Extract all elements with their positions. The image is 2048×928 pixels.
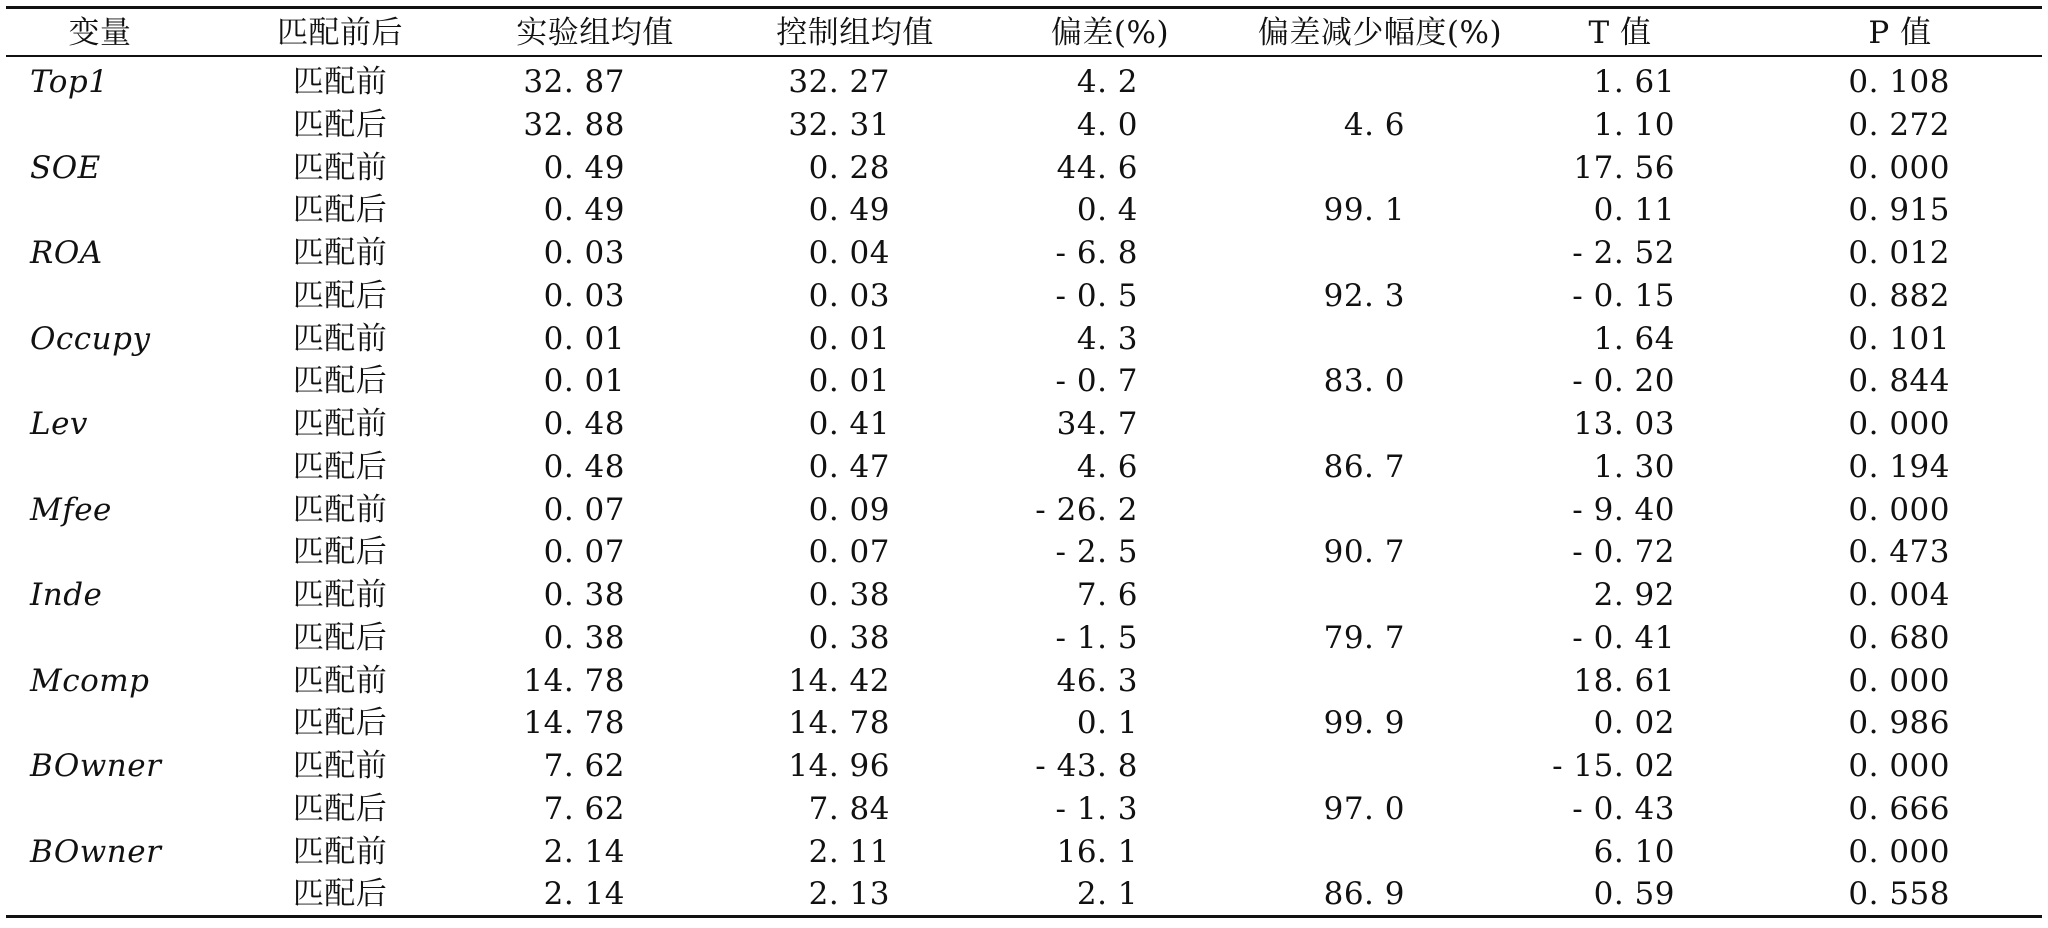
cell-matching: 匹配后	[292, 876, 388, 913]
header-matching: 匹配前后	[277, 15, 403, 51]
table-row	[0, 830, 2048, 874]
cell-bias-reduction: 99. 9	[1323, 705, 1405, 742]
cell-matching: 匹配后	[292, 277, 388, 314]
cell-bias: 0. 4	[1076, 192, 1138, 229]
table-bottom-rule	[6, 915, 2042, 918]
cell-p-value: 0. 000	[1848, 748, 1950, 784]
cell-p-value: 0. 882	[1848, 277, 1950, 314]
cell-treatment-mean: 0. 03	[543, 235, 625, 271]
cell-matching: 匹配前	[292, 748, 388, 784]
cell-treatment-mean: 0. 03	[543, 277, 625, 314]
cell-p-value: 0. 000	[1848, 833, 1950, 870]
cell-matching: 匹配后	[292, 619, 388, 656]
cell-t-value: - 0. 15	[1572, 277, 1675, 314]
cell-bias-reduction	[1180, 317, 1405, 361]
cell-variable: Lev	[30, 406, 88, 442]
cell-treatment-mean: 0. 01	[543, 363, 625, 400]
cell-matching: 匹配前	[292, 577, 388, 613]
cell-p-value: 0. 272	[1848, 106, 1950, 143]
cell-bias-reduction	[1180, 744, 1405, 788]
cell-t-value: 1. 61	[1593, 64, 1675, 100]
cell-bias: - 26. 2	[1035, 491, 1138, 528]
cell-control-mean: 0. 04	[808, 235, 890, 271]
cell-t-value: 0. 59	[1593, 876, 1675, 913]
cell-bias-reduction	[1180, 830, 1405, 874]
cell-matching: 匹配前	[292, 833, 388, 870]
cell-matching: 匹配前	[292, 64, 388, 100]
cell-matching: 匹配前	[292, 149, 388, 186]
cell-matching: 匹配后	[292, 448, 388, 485]
cell-treatment-mean: 7. 62	[543, 748, 625, 784]
cell-variable: Inde	[30, 577, 103, 613]
cell-t-value: - 9. 40	[1572, 491, 1675, 528]
header-variable: 变量	[68, 15, 132, 51]
cell-t-value: 1. 30	[1593, 448, 1675, 485]
cell-control-mean: 0. 07	[808, 534, 890, 571]
cell-variable: SOE	[30, 149, 101, 186]
table-row	[0, 787, 2048, 831]
cell-bias: 46. 3	[1056, 662, 1138, 699]
cell-treatment-mean: 0. 49	[543, 149, 625, 186]
header-control-mean: 控制组均值	[776, 15, 934, 51]
cell-p-value: 0. 108	[1848, 64, 1950, 100]
cell-bias-reduction	[1180, 659, 1405, 703]
header-p-value: P 值	[1868, 15, 1932, 51]
table-row	[0, 530, 2048, 574]
cell-bias: - 0. 7	[1055, 363, 1138, 400]
cell-control-mean: 0. 47	[808, 448, 890, 485]
table-row	[0, 188, 2048, 232]
cell-variable	[30, 701, 200, 745]
cell-variable: Top1	[30, 64, 109, 100]
cell-bias: 44. 6	[1056, 149, 1138, 186]
table-row	[0, 317, 2048, 361]
cell-p-value: 0. 915	[1848, 192, 1950, 229]
cell-treatment-mean: 0. 38	[543, 619, 625, 656]
table-row	[0, 359, 2048, 403]
cell-control-mean: 0. 01	[808, 320, 890, 357]
cell-bias-reduction: 86. 7	[1323, 448, 1405, 485]
cell-bias-reduction: 92. 3	[1323, 277, 1405, 314]
cell-treatment-mean: 14. 78	[523, 662, 625, 699]
table-row	[0, 146, 2048, 190]
cell-bias: - 1. 5	[1055, 619, 1138, 656]
cell-matching: 匹配前	[292, 235, 388, 271]
cell-treatment-mean: 0. 38	[543, 577, 625, 613]
cell-t-value: 1. 10	[1593, 106, 1675, 143]
cell-variable	[30, 274, 200, 318]
cell-bias: - 2. 5	[1055, 534, 1138, 571]
cell-treatment-mean: 7. 62	[543, 790, 625, 827]
cell-bias: 0. 1	[1076, 705, 1138, 742]
table-row	[0, 573, 2048, 617]
cell-bias: - 6. 8	[1055, 235, 1138, 271]
cell-bias-reduction	[1180, 402, 1405, 446]
cell-bias-reduction: 4. 6	[1343, 106, 1405, 143]
cell-bias: 4. 3	[1076, 320, 1138, 357]
cell-matching: 匹配前	[292, 320, 388, 357]
cell-p-value: 0. 012	[1848, 235, 1950, 271]
cell-t-value: - 0. 72	[1572, 534, 1675, 571]
cell-matching: 匹配后	[292, 106, 388, 143]
table-row	[0, 659, 2048, 703]
cell-treatment-mean: 0. 49	[543, 192, 625, 229]
cell-p-value: 0. 000	[1848, 662, 1950, 699]
table-header-row	[0, 11, 2048, 55]
cell-variable: Mcomp	[30, 662, 150, 699]
table-row	[0, 616, 2048, 660]
cell-p-value: 0. 844	[1848, 363, 1950, 400]
cell-variable	[30, 530, 200, 574]
header-treatment-mean: 实验组均值	[516, 15, 674, 51]
cell-control-mean: 0. 01	[808, 363, 890, 400]
cell-bias: 2. 1	[1076, 876, 1138, 913]
cell-p-value: 0. 004	[1848, 577, 1950, 613]
cell-t-value: 13. 03	[1573, 406, 1675, 442]
table-row	[0, 103, 2048, 147]
cell-bias: 4. 0	[1076, 106, 1138, 143]
cell-bias: 34. 7	[1056, 406, 1138, 442]
cell-treatment-mean: 0. 01	[543, 320, 625, 357]
cell-matching: 匹配后	[292, 363, 388, 400]
cell-t-value: - 0. 43	[1572, 790, 1675, 827]
cell-control-mean: 2. 13	[808, 876, 890, 913]
cell-control-mean: 14. 42	[788, 662, 890, 699]
cell-variable	[30, 616, 200, 660]
cell-p-value: 0. 000	[1848, 491, 1950, 528]
table-row	[0, 445, 2048, 489]
cell-variable	[30, 787, 200, 831]
cell-matching: 匹配后	[292, 705, 388, 742]
cell-matching: 匹配后	[292, 192, 388, 229]
cell-treatment-mean: 32. 88	[523, 106, 625, 143]
cell-treatment-mean: 2. 14	[543, 876, 625, 913]
cell-control-mean: 32. 27	[788, 64, 890, 100]
header-bias-reduction: 偏差减少幅度(%)	[1257, 15, 1503, 51]
table-row	[0, 60, 2048, 104]
cell-bias: 4. 2	[1076, 64, 1138, 100]
cell-variable: Occupy	[30, 320, 151, 357]
cell-t-value: 18. 61	[1573, 662, 1675, 699]
cell-p-value: 0. 680	[1848, 619, 1950, 656]
table-row	[0, 701, 2048, 745]
cell-control-mean: 0. 28	[808, 149, 890, 186]
cell-bias-reduction: 83. 0	[1323, 363, 1405, 400]
cell-variable	[30, 359, 200, 403]
cell-control-mean: 14. 96	[788, 748, 890, 784]
cell-control-mean: 2. 11	[808, 833, 890, 870]
cell-t-value: 6. 10	[1593, 833, 1675, 870]
cell-bias-reduction: 97. 0	[1323, 790, 1405, 827]
cell-variable: ROA	[30, 235, 103, 271]
table-row	[0, 872, 2048, 916]
cell-control-mean: 7. 84	[808, 790, 890, 827]
cell-p-value: 0. 473	[1848, 534, 1950, 571]
cell-control-mean: 0. 38	[808, 619, 890, 656]
cell-bias-reduction	[1180, 146, 1405, 190]
cell-variable: Mfee	[30, 491, 112, 528]
cell-p-value: 0. 000	[1848, 406, 1950, 442]
table-header-rule	[6, 55, 2042, 57]
cell-treatment-mean: 14. 78	[523, 705, 625, 742]
cell-p-value: 0. 000	[1848, 149, 1950, 186]
cell-control-mean: 14. 78	[788, 705, 890, 742]
header-bias: 偏差(%)	[1050, 15, 1170, 51]
cell-t-value: - 2. 52	[1572, 235, 1675, 271]
cell-t-value: - 0. 20	[1572, 363, 1675, 400]
cell-matching: 匹配前	[292, 406, 388, 442]
cell-variable	[30, 188, 200, 232]
cell-t-value: 17. 56	[1573, 149, 1675, 186]
cell-matching: 匹配后	[292, 534, 388, 571]
cell-treatment-mean: 2. 14	[543, 833, 625, 870]
header-t-value: T 值	[1588, 15, 1652, 51]
cell-variable	[30, 103, 200, 147]
cell-p-value: 0. 194	[1848, 448, 1950, 485]
cell-bias: 4. 6	[1076, 448, 1138, 485]
cell-variable: BOwner	[30, 833, 162, 870]
cell-variable	[30, 872, 200, 916]
cell-p-value: 0. 666	[1848, 790, 1950, 827]
cell-t-value: 1. 64	[1593, 320, 1675, 357]
cell-treatment-mean: 32. 87	[523, 64, 625, 100]
cell-bias-reduction	[1180, 60, 1405, 104]
cell-t-value: 2. 92	[1593, 577, 1675, 613]
cell-bias-reduction: 79. 7	[1323, 619, 1405, 656]
table-row	[0, 274, 2048, 318]
table-top-rule	[6, 6, 2042, 9]
cell-bias: - 0. 5	[1055, 277, 1138, 314]
cell-variable	[30, 445, 200, 489]
cell-t-value: 0. 02	[1593, 705, 1675, 742]
cell-variable: BOwner	[30, 748, 162, 784]
cell-t-value: 0. 11	[1593, 192, 1675, 229]
table-row	[0, 488, 2048, 532]
cell-control-mean: 0. 09	[808, 491, 890, 528]
cell-bias-reduction: 90. 7	[1323, 534, 1405, 571]
table-row	[0, 744, 2048, 788]
cell-p-value: 0. 558	[1848, 876, 1950, 913]
cell-treatment-mean: 0. 07	[543, 534, 625, 571]
cell-bias-reduction: 86. 9	[1323, 876, 1405, 913]
cell-bias-reduction: 99. 1	[1323, 192, 1405, 229]
cell-bias: 16. 1	[1056, 833, 1138, 870]
cell-bias-reduction	[1180, 573, 1405, 617]
cell-bias: - 1. 3	[1055, 790, 1138, 827]
cell-bias: 7. 6	[1076, 577, 1138, 613]
cell-control-mean: 0. 49	[808, 192, 890, 229]
cell-t-value: - 15. 02	[1552, 748, 1675, 784]
table-row	[0, 231, 2048, 275]
cell-treatment-mean: 0. 48	[543, 406, 625, 442]
cell-bias-reduction	[1180, 488, 1405, 532]
cell-treatment-mean: 0. 48	[543, 448, 625, 485]
cell-matching: 匹配前	[292, 662, 388, 699]
table-row	[0, 402, 2048, 446]
cell-p-value: 0. 101	[1848, 320, 1950, 357]
cell-bias-reduction	[1180, 231, 1405, 275]
cell-control-mean: 0. 38	[808, 577, 890, 613]
cell-control-mean: 32. 31	[788, 106, 890, 143]
cell-bias: - 43. 8	[1035, 748, 1138, 784]
cell-t-value: - 0. 41	[1572, 619, 1675, 656]
cell-control-mean: 0. 03	[808, 277, 890, 314]
cell-matching: 匹配前	[292, 491, 388, 528]
cell-matching: 匹配后	[292, 790, 388, 827]
cell-treatment-mean: 0. 07	[543, 491, 625, 528]
cell-p-value: 0. 986	[1848, 705, 1950, 742]
cell-control-mean: 0. 41	[808, 406, 890, 442]
